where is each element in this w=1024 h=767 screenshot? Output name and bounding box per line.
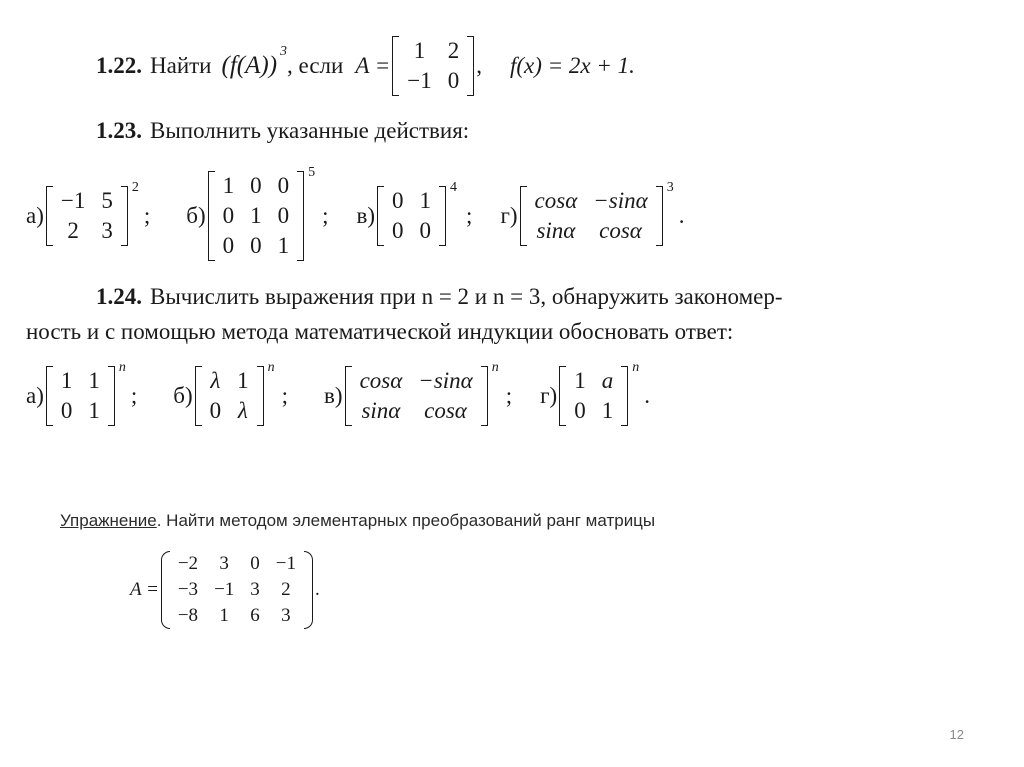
item-label: а) xyxy=(26,383,44,408)
item-label: а) xyxy=(26,203,44,228)
item-label: б) xyxy=(173,383,193,408)
matrix-cell: 3 xyxy=(219,553,229,574)
matrix-cell: 3 xyxy=(281,605,291,626)
matrix-cell: −sinα xyxy=(418,368,473,393)
matrix-a xyxy=(392,36,474,96)
matrix-cell: 1 xyxy=(413,38,426,63)
function-definition: f(x) = 2x + 1. xyxy=(509,53,635,78)
matrix-a-label: A = xyxy=(355,53,391,78)
item-label: в) xyxy=(356,203,376,228)
if-label: , если xyxy=(287,53,344,78)
problem-text-cont: ность и с помощью метода математической индукции обосновать ответ: xyxy=(26,319,734,344)
problem-1-24-line1 xyxy=(96,284,783,310)
separator: ; xyxy=(130,383,138,408)
matrix-1-24-c xyxy=(345,360,499,426)
separator: . xyxy=(678,203,685,228)
matrix-cell: 0 xyxy=(209,398,222,423)
matrix-cell: 0 xyxy=(277,203,290,228)
exercise-heading xyxy=(60,511,655,531)
matrix-cell: 0 xyxy=(250,173,262,198)
separator: . xyxy=(315,579,320,600)
item-label: б) xyxy=(186,203,206,228)
matrix-cell: 1 xyxy=(574,368,586,393)
matrix-cell: −2 xyxy=(177,553,199,574)
matrix-cell: 0 xyxy=(60,398,73,423)
matrix-cell: 0 xyxy=(392,218,404,243)
matrix-cell: 1 xyxy=(277,233,290,258)
matrix-cell: 1 xyxy=(88,398,100,423)
matrix-cell: 1 xyxy=(222,173,235,198)
matrix-cell: 2 xyxy=(447,38,460,63)
function-f-of-a: (f(A)) xyxy=(221,52,278,79)
exercise-title: Упражнение xyxy=(60,511,157,530)
page-number: 12 xyxy=(949,727,964,742)
matrix-cell: 0 xyxy=(419,218,432,243)
matrix-cell: 6 xyxy=(250,605,260,626)
matrix-cell: 1 xyxy=(601,398,614,423)
matrix-1-24-b xyxy=(195,360,275,426)
matrix-cell: −sinα xyxy=(593,188,648,213)
item-label: г) xyxy=(500,203,518,228)
matrix-cell: 1 xyxy=(60,368,73,393)
matrix-1-24-d xyxy=(559,360,640,426)
matrix-1-24-a xyxy=(46,360,126,426)
exercise-matrix-line xyxy=(130,540,320,640)
matrix-cell: 1 xyxy=(419,188,432,213)
separator: . xyxy=(644,383,650,408)
matrix-1-23-d xyxy=(520,180,674,246)
matrix-1-23-a xyxy=(46,180,139,246)
matrix-cell: 1 xyxy=(237,368,249,393)
problem-1-23-items xyxy=(26,156,684,276)
matrix-a-label: A = xyxy=(130,579,159,600)
matrix-cell: 0 xyxy=(222,203,235,228)
matrix-cell: 1 xyxy=(219,605,229,626)
separator: ; xyxy=(143,203,151,228)
matrix-1-23-b xyxy=(208,165,316,261)
matrix-cell: cosα xyxy=(424,398,467,423)
matrix-cell: 0 xyxy=(392,188,404,213)
exercise-matrix xyxy=(161,551,313,629)
matrix-cell: 1 xyxy=(250,203,262,228)
power-label: 3 xyxy=(666,180,674,195)
problem-text: Выполнить указанные действия: xyxy=(150,118,470,143)
power-label: n xyxy=(491,360,499,375)
matrix-cell: 0 xyxy=(250,233,262,258)
matrix-cell: λ xyxy=(210,368,221,393)
problem-text: Найти xyxy=(150,53,212,78)
matrix-1-23-c xyxy=(377,180,458,246)
matrix-cell: −1 xyxy=(407,68,432,93)
matrix-cell: cosα xyxy=(534,188,578,213)
item-label: г) xyxy=(540,383,558,408)
matrix-cell: 0 xyxy=(447,68,460,93)
matrix-cell: 0 xyxy=(250,553,260,574)
problem-1-24-line2 xyxy=(26,319,733,345)
matrix-cell: −1 xyxy=(214,579,235,600)
item-label: в) xyxy=(324,383,343,408)
matrix-cell: −8 xyxy=(177,605,199,626)
power-label: 4 xyxy=(450,180,458,195)
power-label: 3 xyxy=(280,44,288,59)
separator: ; xyxy=(322,203,329,228)
matrix-cell: sinα xyxy=(361,398,401,423)
problem-text: Вычислить выражения при n = 2 и n = 3, обнаружить закономер- xyxy=(150,284,783,309)
matrix-cell: λ xyxy=(237,398,248,423)
problem-number: 1.24. xyxy=(96,284,142,309)
matrix-cell: −1 xyxy=(275,553,296,574)
power-label: 5 xyxy=(308,165,316,180)
matrix-cell: 0 xyxy=(222,233,235,258)
separator: ; xyxy=(466,203,473,228)
problem-1-24-items xyxy=(26,356,650,436)
exercise-text: . Найти методом элементарных преобразований ранг матрицы xyxy=(156,511,656,530)
power-label: 2 xyxy=(131,180,139,195)
matrix-cell: 2 xyxy=(281,579,291,600)
separator: ; xyxy=(281,383,289,408)
matrix-cell: sinα xyxy=(536,218,576,243)
problem-1-22: 1.22. Найти (f(A)) 3 , если A = 1 2 −1 0 , f(x) = 2x + 1. xyxy=(96,36,635,96)
separator: ; xyxy=(505,383,513,408)
power-label: n xyxy=(632,360,640,375)
problem-number: 1.23. xyxy=(96,118,142,143)
function-expression xyxy=(221,44,288,80)
matrix-cell: cosα xyxy=(599,218,642,243)
matrix-cell: 0 xyxy=(574,398,586,423)
matrix-cell: 1 xyxy=(88,368,100,393)
power-label: n xyxy=(118,360,126,375)
matrix-cell: 3 xyxy=(101,218,113,243)
power-label: n xyxy=(267,360,275,375)
matrix-cell: 3 xyxy=(250,579,260,600)
matrix-cell: −1 xyxy=(60,188,86,213)
matrix-cell: a xyxy=(601,368,614,393)
problem-number: 1.22. xyxy=(96,53,142,78)
matrix-cell: 2 xyxy=(67,218,79,243)
matrix-cell: −3 xyxy=(177,579,199,600)
matrix-cell: 0 xyxy=(277,173,290,198)
matrix-cell: 5 xyxy=(101,188,113,213)
problem-1-23 xyxy=(96,118,469,144)
matrix-cell: cosα xyxy=(359,368,403,393)
